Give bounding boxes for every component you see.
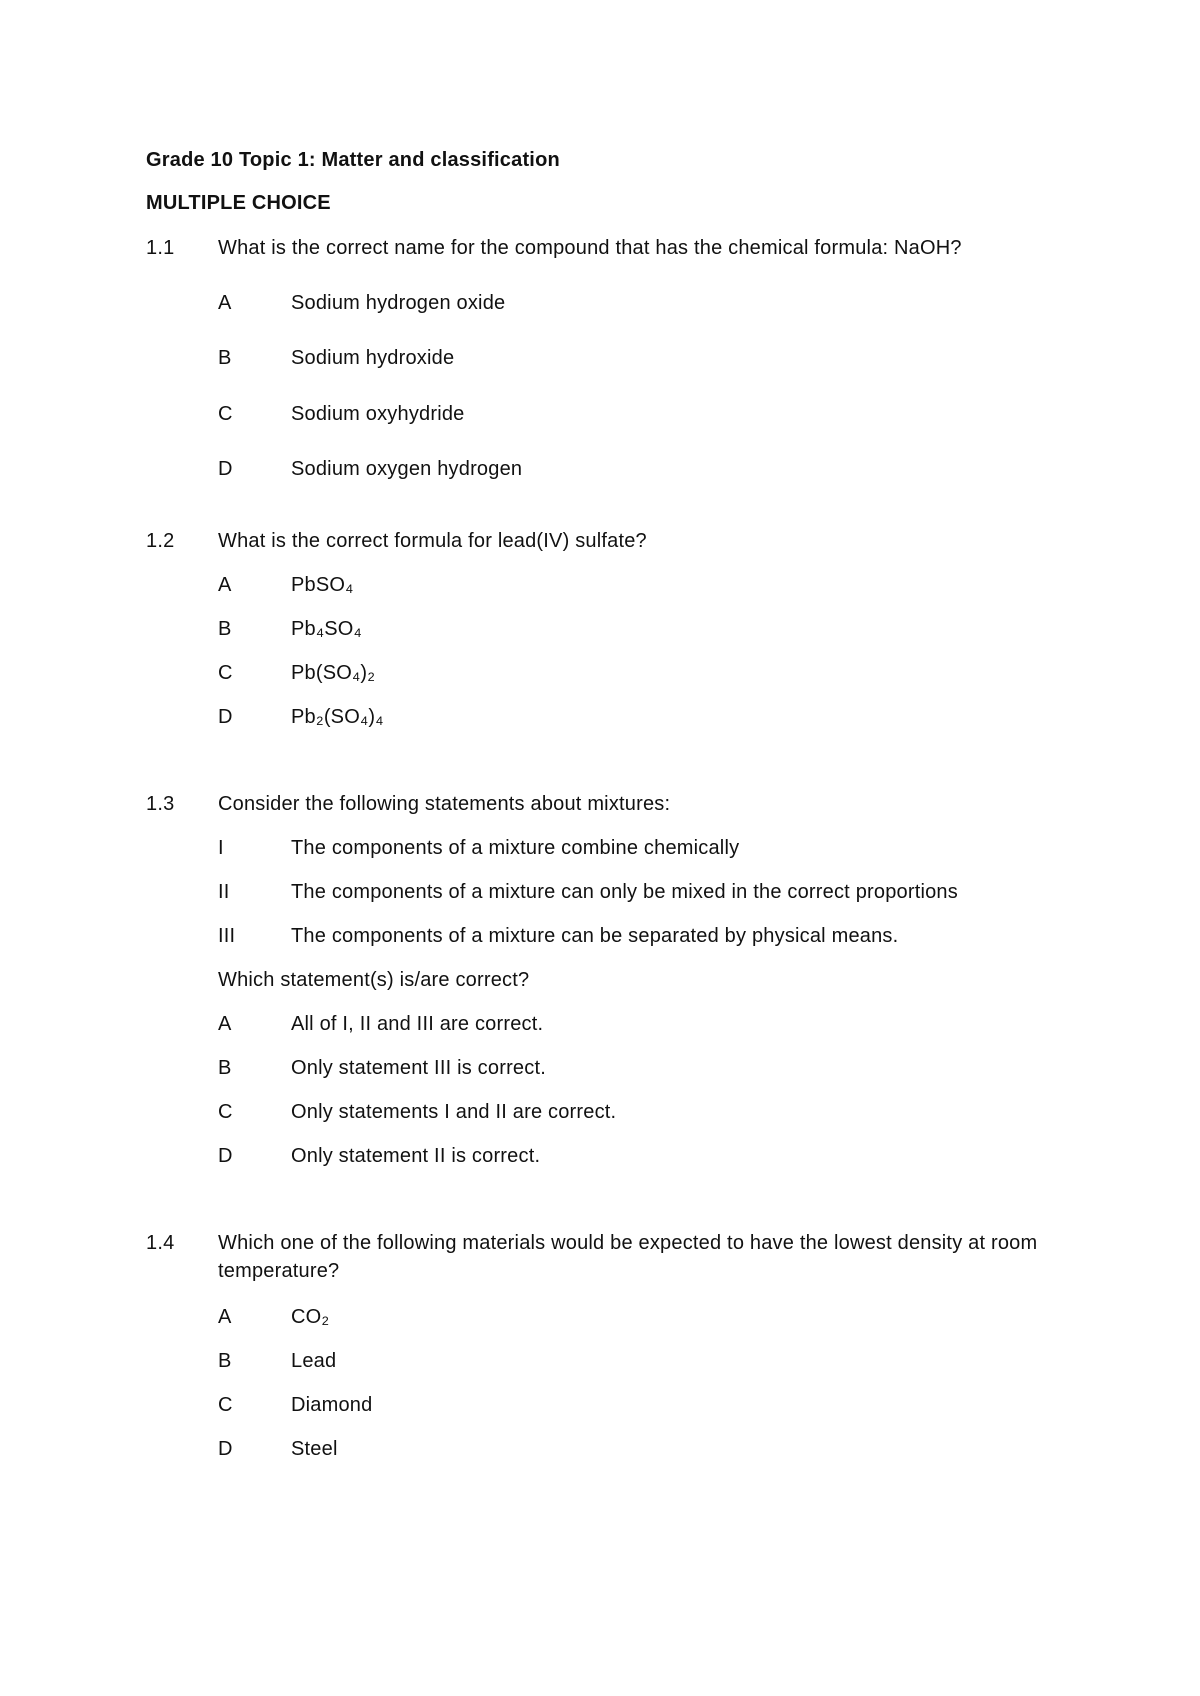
statement-label: II (218, 881, 230, 903)
option-text: Pb₄SO₄ (291, 618, 362, 640)
option-text: All of I, II and III are correct. (291, 1013, 544, 1035)
question-text: Consider the following statements about mixtures: (218, 793, 671, 815)
option-letter: A (218, 1306, 232, 1328)
option-text: Steel (291, 1438, 338, 1460)
option-text: CO₂ (291, 1306, 330, 1328)
option-text: Sodium oxygen hydrogen (291, 458, 523, 480)
option-letter: D (218, 1438, 233, 1460)
question-prompt: Which statement(s) is/are correct? (218, 969, 530, 991)
option-letter: A (218, 1013, 232, 1035)
option-letter: D (218, 706, 233, 728)
option-letter: A (218, 292, 232, 314)
option-text: Pb(SO₄)₂ (291, 662, 376, 684)
option-letter: D (218, 458, 233, 480)
option-letter: A (218, 574, 232, 596)
option-letter: B (218, 1057, 232, 1079)
option-text: Sodium oxyhydride (291, 403, 465, 425)
option-letter: D (218, 1145, 233, 1167)
option-text: Pb₂(SO₄)₄ (291, 706, 384, 728)
option-text: Sodium hydrogen oxide (291, 292, 506, 314)
question-number: 1.4 (146, 1232, 175, 1254)
statement-text: The components of a mixture can be separated by physical means. (291, 925, 899, 947)
question-text: Which one of the following materials would be expected to have the lowest density at room temperature? (218, 1232, 1038, 1282)
option-text: PbSO₄ (291, 574, 354, 596)
option-letter: C (218, 1101, 233, 1123)
option-letter: C (218, 1394, 233, 1416)
option-letter: B (218, 618, 232, 640)
option-text: Only statements I and II are correct. (291, 1101, 617, 1123)
section-heading: MULTIPLE CHOICE (146, 192, 331, 214)
option-letter: B (218, 347, 232, 369)
statement-label: III (218, 925, 236, 947)
option-letter: C (218, 403, 233, 425)
question-number: 1.3 (146, 793, 175, 815)
page-title: Grade 10 Topic 1: Matter and classification (146, 149, 560, 171)
question-text: What is the correct formula for lead(IV) sulfate? (218, 530, 647, 552)
question-number: 1.2 (146, 530, 175, 552)
option-text: Lead (291, 1350, 337, 1372)
option-text: Diamond (291, 1394, 373, 1416)
question-text: What is the correct name for the compound that has the chemical formula: NaOH? (218, 237, 962, 259)
option-letter: C (218, 662, 233, 684)
option-text: Only statement II is correct. (291, 1145, 541, 1167)
option-text: Sodium hydroxide (291, 347, 455, 369)
statement-label: I (218, 837, 224, 859)
option-letter: B (218, 1350, 232, 1372)
question-number: 1.1 (146, 237, 175, 259)
statement-text: The components of a mixture combine chemically (291, 837, 740, 859)
statement-text: The components of a mixture can only be mixed in the correct proportions (291, 881, 958, 903)
option-text: Only statement III is correct. (291, 1057, 546, 1079)
